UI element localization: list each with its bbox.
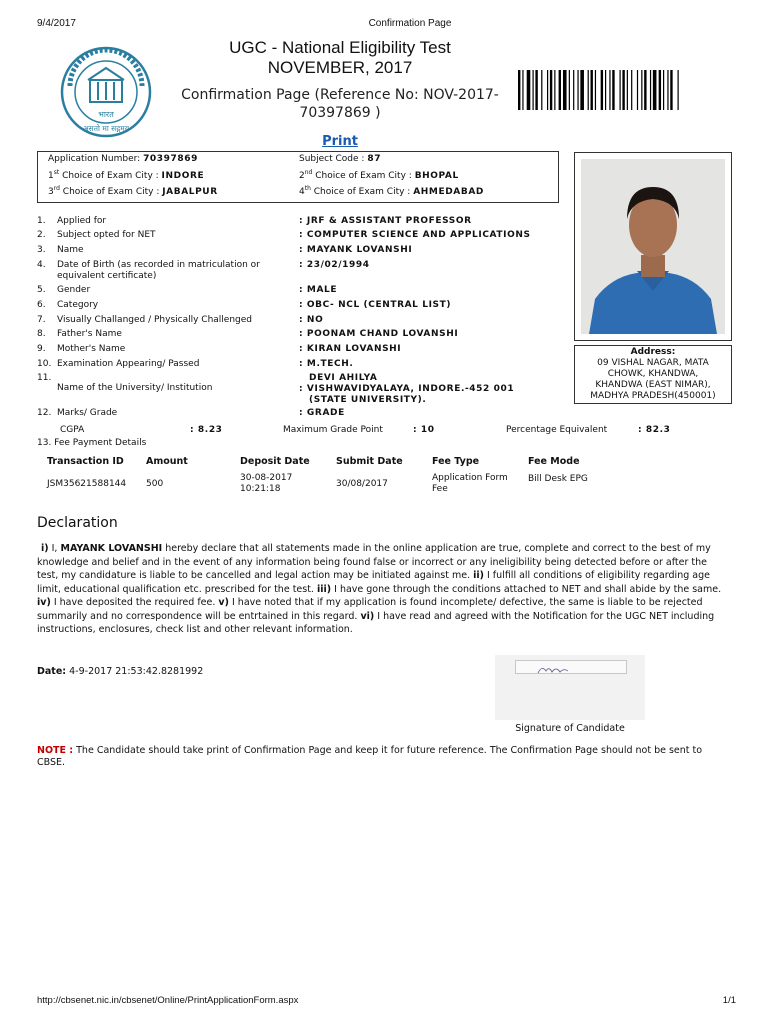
field-value: : POONAM CHAND LOVANSHI	[299, 329, 459, 339]
field-number: 10.	[37, 359, 52, 369]
field-value: : COMPUTER SCIENCE AND APPLICATIONS	[299, 230, 531, 240]
barcode-bar	[641, 70, 642, 110]
barcode-bar	[678, 70, 679, 110]
barcode-bar	[667, 70, 668, 110]
field-number: 6.	[37, 300, 46, 310]
page-count: 1/1	[722, 995, 736, 1006]
td-fee-mode: Bill Desk EPG	[528, 474, 588, 484]
field-number: 4.	[37, 260, 46, 270]
field-number: 7.	[37, 315, 46, 325]
barcode-bar	[591, 70, 593, 110]
fee-section-label: 13. Fee Payment Details	[37, 438, 147, 448]
field-value: : MAYANK LOVANSHI	[299, 245, 413, 255]
emblem-label: भारत	[98, 110, 114, 119]
barcode-bar	[653, 70, 657, 110]
note-text: NOTE : The Candidate should take print of Confirmation Page and keep it for future reference. The Confirmation Page should not be sent to CBSE.	[37, 745, 703, 768]
barcode-bar	[605, 70, 606, 110]
cbse-emblem-logo	[60, 46, 152, 138]
address-box: Address: 09 VISHAL NAGAR, MATA CHOWK, KHANDWA, KHANDWA (EAST NIMAR), MADHYA PRADESH(450001)	[574, 345, 732, 404]
barcode-bar	[554, 70, 555, 110]
th-amount: Amount	[146, 456, 188, 467]
td-transaction-id: JSM35621588144	[47, 479, 127, 489]
field-number: 3.	[37, 245, 46, 255]
field-value: : MALE	[299, 285, 338, 295]
barcode-bar	[577, 70, 578, 110]
declaration-text: i) I, MAYANK LOVANSHI hereby declare that all statements made in the online application are true, complete and correct to the best of my knowledge and belief and in the event of any information being found false or incorrect or any ineligibility being detected before or after the test, my candidature is liable to be cancelled and legal action may be initiated against me. ii) I fulfill all conditions of eligibility regarding age limit, educational qualification etc. prescribed for the test. iii) I have gone through the conditions attached to NET and shall abide by the same. iv) I have deposited the required fee. v) I have noted that if my application is found incomplete/ defective, the same is liable to be rejected summarily and no correspondence will be entrtained in this regard. vi) I have read and agreed with the Notification for the UGC NET including instructions, enclosures, check list and other relevant information.	[37, 543, 722, 635]
th-deposit-date: Deposit Date	[240, 456, 310, 467]
field-label: Father's Name	[57, 329, 122, 339]
barcode-bar	[622, 70, 624, 110]
cgpa-value: : 8.23	[190, 425, 223, 435]
field-number: 2.	[37, 230, 46, 240]
th-transaction-id: Transaction ID	[47, 456, 124, 467]
emblem-motto: असतो मा सद्गमय	[82, 124, 130, 133]
field-label: Mother's Name	[57, 344, 126, 354]
print-link[interactable]: Print	[322, 134, 358, 149]
percentage-label: Percentage Equivalent	[506, 425, 608, 435]
field-value: : KIRAN LOVANSHI	[299, 344, 402, 354]
barcode-bar	[550, 70, 552, 110]
barcode-bar	[631, 70, 632, 110]
barcode-bar	[535, 70, 537, 110]
application-summary-box: Application Number: 70397869 Subject Code : 87 1st Choice of Exam City : INDORE 2nd Choice of Exam City : BHOPAL 3rd Choice of Exam City : JABALPUR 4th Choice of Exam City : AHMEDABAD	[37, 151, 559, 203]
barcode-bar	[650, 70, 651, 110]
barcode-bar	[541, 70, 542, 110]
th-fee-mode: Fee Mode	[528, 456, 580, 467]
td-fee-type: Application Form Fee	[432, 473, 508, 494]
field-number: 1.	[37, 216, 46, 226]
barcode-bar	[588, 70, 589, 110]
max-grade-value: : 10	[413, 425, 435, 435]
percentage-value: : 82.3	[638, 425, 671, 435]
barcode-bar	[559, 70, 561, 110]
barcode	[518, 70, 723, 110]
th-fee-type: Fee Type	[432, 456, 480, 467]
field-value: : GRADE	[299, 408, 345, 418]
barcode-bar	[627, 70, 628, 110]
print-date: 9/4/2017	[37, 18, 76, 29]
cgpa-label: CGPA	[60, 425, 85, 435]
barcode-bar	[547, 70, 548, 110]
candidate-photo	[581, 159, 725, 334]
browser-page-title: Confirmation Page	[368, 18, 452, 29]
signature-label: Signature of Candidate	[515, 723, 625, 734]
field-number: 9.	[37, 344, 46, 354]
confirmation-reference: Confirmation Page (Reference No: NOV-2017-70397869 )	[181, 87, 499, 121]
field-label: Examination Appearing/ Passed	[57, 359, 200, 369]
field-number: 8.	[37, 329, 46, 339]
barcode-bar	[670, 70, 672, 110]
th-submit-date: Submit Date	[336, 456, 403, 467]
field-label: Applied for	[57, 216, 107, 226]
field-value: : OBC- NCL (CENTRAL LIST)	[299, 300, 452, 310]
field-value: DEVI AHILYA : VISHWAVIDYALAYA, INDORE.-452 001 (STATE UNIVERSITY).	[299, 373, 515, 405]
barcode-bar	[609, 70, 610, 110]
barcode-bar	[573, 70, 574, 110]
declaration-date: Date: 4-9-2017 21:53:42.8281992	[37, 666, 204, 677]
td-submit-date: 30/08/2017	[336, 479, 388, 489]
barcode-bar	[563, 70, 567, 110]
barcode-bar	[522, 70, 523, 110]
field-label: Gender	[57, 285, 91, 295]
field-label: Name	[57, 245, 84, 255]
barcode-bar	[533, 70, 534, 110]
barcode-bar	[569, 70, 570, 110]
field-value: : NO	[299, 315, 324, 325]
barcode-bar	[644, 70, 646, 110]
barcode-bar	[620, 70, 621, 110]
field-label: Visually Challanged / Physically Challenged	[57, 315, 253, 325]
barcode-bar	[663, 70, 664, 110]
barcode-bar	[595, 70, 596, 110]
barcode-bar	[659, 70, 661, 110]
field-label: Subject opted for NET	[57, 230, 156, 240]
field-number: 5.	[37, 285, 46, 295]
field-label: Marks/ Grade	[57, 408, 118, 418]
barcode-bar	[612, 70, 614, 110]
field-value: : M.TECH.	[299, 359, 354, 369]
page-url: http://cbsenet.nic.in/cbsenet/Online/PrintApplicationForm.aspx	[37, 995, 299, 1006]
barcode-bar	[580, 70, 584, 110]
field-number: 12.	[37, 408, 52, 418]
field-label: Date of Birth (as recorded in matriculation or equivalent certificate)	[57, 260, 260, 281]
field-number: 11.	[37, 373, 52, 383]
barcode-bar	[601, 70, 603, 110]
signature-image	[495, 655, 645, 720]
td-amount: 500	[146, 479, 164, 489]
field-label: Category	[57, 300, 99, 310]
barcode-bar	[637, 70, 638, 110]
field-value: : 23/02/1994	[299, 260, 370, 270]
barcode-bar	[527, 70, 531, 110]
field-value: : JRF & ASSISTANT PROFESSOR	[299, 216, 472, 226]
td-deposit-date: 30-08-2017 10:21:18	[240, 473, 293, 494]
barcode-bar	[518, 70, 520, 110]
field-label: Name of the University/ Institution	[57, 383, 213, 393]
page-title: UGC - National Eligibility Test NOVEMBER, 2017	[229, 38, 451, 77]
declaration-title: Declaration	[37, 515, 118, 531]
max-grade-label: Maximum Grade Point	[283, 425, 383, 435]
candidate-photo-frame	[574, 152, 732, 341]
